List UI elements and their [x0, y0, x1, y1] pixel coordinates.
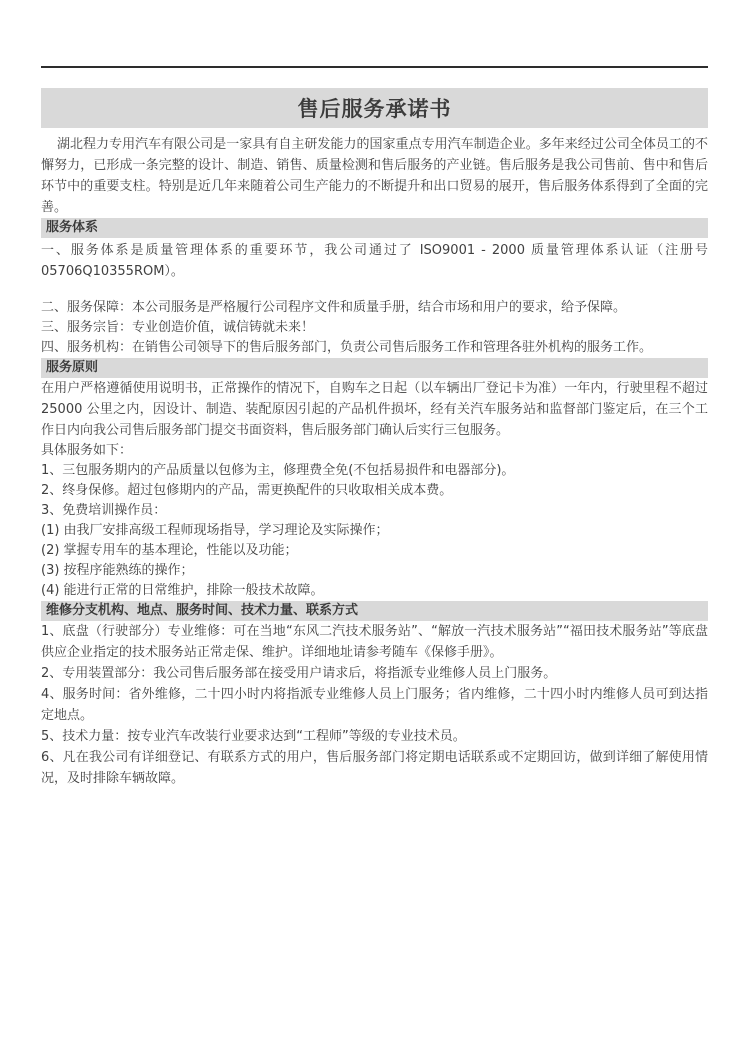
- document-body: [41, 66, 708, 789]
- section-heading-repair-branches: 维修分支机构、地点、服务时间、技术力量、联系方式: [41, 601, 708, 621]
- list-item: 6、凡在我公司有详细登记、有联系方式的用户，售后服务部门将定期电话联系或不定期回访，做到详细了解使用情况，及时排除车辆故障。: [41, 750, 708, 786]
- document-title: 售后服务承诺书: [297, 97, 452, 121]
- intro-paragraph: 湖北程力专用汽车有限公司是一家具有自主研发能力的国家重点专用汽车制造企业。多年来经过公司全体员工的不懈努力，已形成一条完整的设计、制造、销售、质量检测和售后服务的产业链。售后服务是我公司售前、售中和售后环节中的重要支柱。特别是近几年来随着公司生产能力的不断提升和出口贸易的展开，售后服务体系得到了全面的完善。: [41, 137, 708, 215]
- list-item: 四、服务机构：在销售公司领导下的售后服务部门，负责公司售后服务工作和管理各驻外机构的服务工作。: [41, 340, 653, 355]
- list-item: 一、服务体系是质量管理体系的重要环节，我公司通过了 ISO9001 - 2000 质量管理体系认证（注册号 05706Q10355ROM）。: [41, 243, 708, 279]
- list-item: 4、服务时间：省外维修，二十四小时内将指派专业维修人员上门服务；省内维修，二十四小时内维修人员可到达指定地点。: [41, 687, 708, 723]
- top-rule-divider: [41, 66, 708, 68]
- list-item: 2、终身保修。超过包修期内的产品，需更换配件的只收取相关成本费。: [41, 483, 453, 498]
- list-item: 1、底盘（行驶部分）专业维修：可在当地“东风二汽技术服务站”、“解放一汽技术服务站”“福田技术服务站”等底盘供应企业指定的技术服务站正常走保、维护。详细地址请参考随车《保修手册》。: [41, 624, 708, 660]
- section-heading-service-system: 服务体系: [41, 218, 708, 238]
- list-item: (1) 由我厂安排高级工程师现场指导，学习理论及实际操作；: [41, 523, 389, 538]
- list-item: 三、服务宗旨：专业创造价值，诚信铸就未来！: [41, 320, 315, 335]
- section-heading-service-principles: 服务原则: [41, 358, 708, 378]
- list-item: 二、服务保障：本公司服务是严格履行公司程序文件和质量手册，结合市场和用户的要求，给予保障。: [41, 300, 627, 315]
- list-item: (3) 按程序能熟练的操作；: [41, 563, 194, 578]
- sub-heading: 具体服务如下：: [41, 443, 133, 458]
- list-item: (2) 掌握专用车的基本理论，性能以及功能；: [41, 543, 298, 558]
- body-paragraph: 在用户严格遵循使用说明书，正常操作的情况下，自购车之日起（以车辆出厂登记卡为准）一年内，行驶里程不超过 25000 公里之内，因设计、制造、装配原因引起的产品机件损坏，经有关汽车服务站和监督部门鉴定后，在三个工作日内向我公司售后服务部门提交书面资料，售后服务部门确认后实行三包服务。: [41, 381, 708, 438]
- list-item: 1、三包服务期内的产品质量以包修为主，修理费全免(不包括易损件和电器部分)。: [41, 463, 515, 478]
- list-item: 5、技术力量：按专业汽车改装行业要求达到“工程师”等级的专业技术员。: [41, 729, 466, 744]
- document-title-bar: [41, 88, 708, 128]
- list-item: 3、免费培训操作员：: [41, 503, 167, 518]
- list-item: 2、专用装置部分：我公司售后服务部在接受用户请求后，将指派专业维修人员上门服务。: [41, 666, 557, 681]
- list-item: (4) 能进行正常的日常维护，排除一般技术故障。: [41, 583, 324, 598]
